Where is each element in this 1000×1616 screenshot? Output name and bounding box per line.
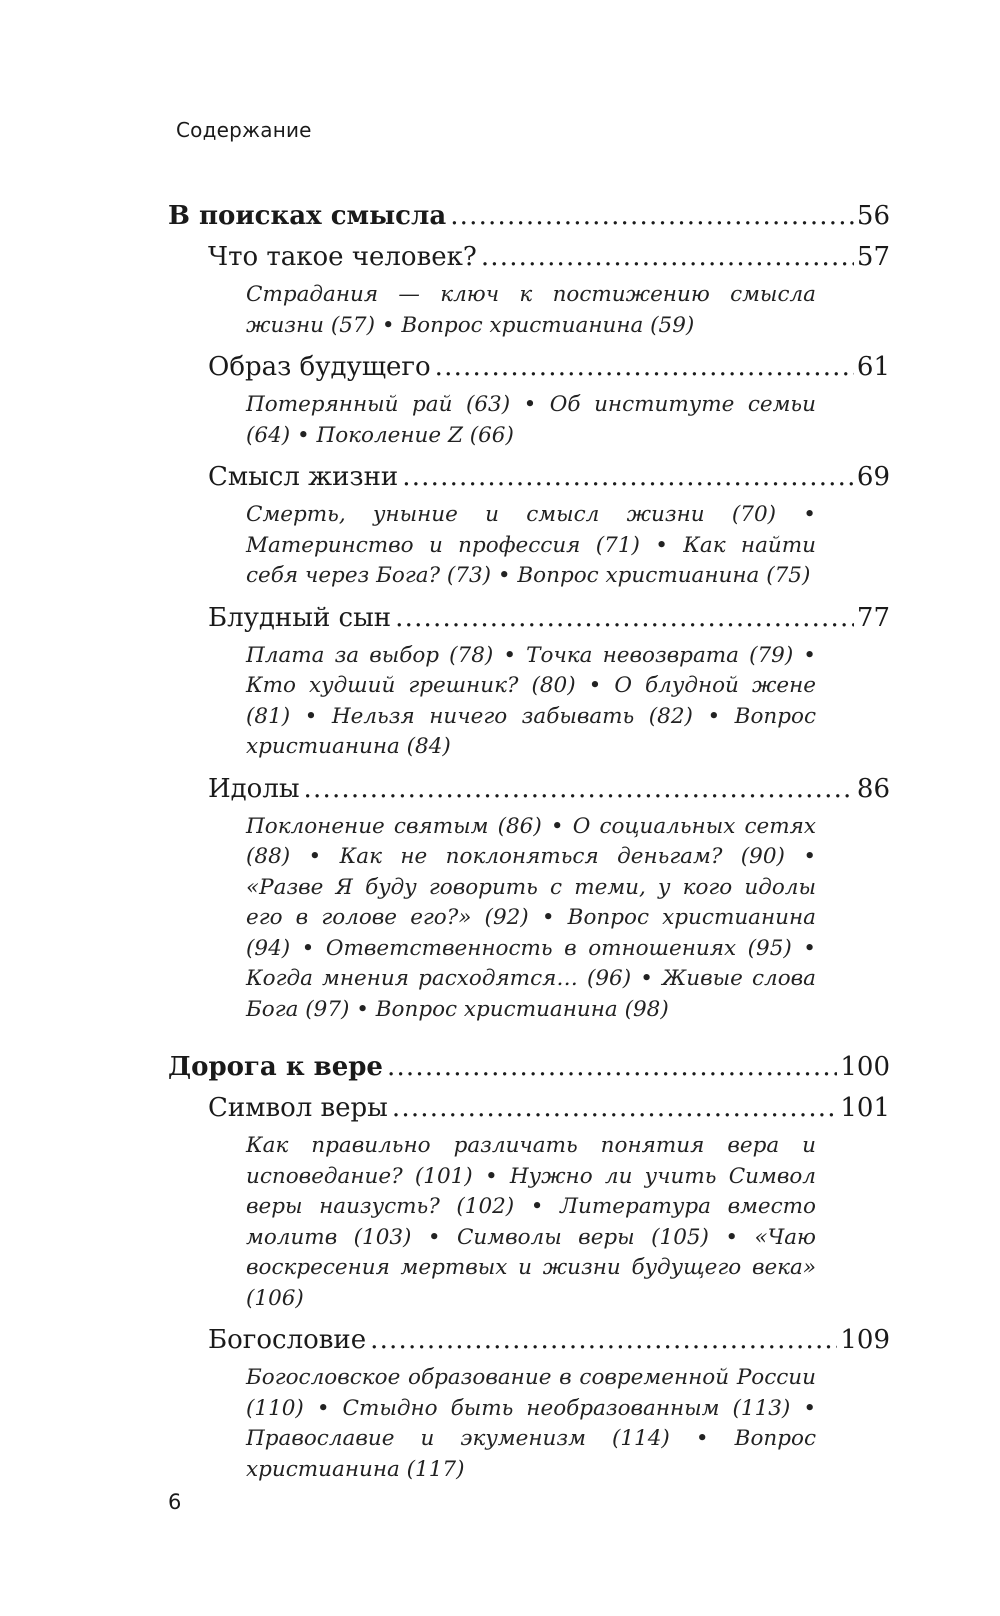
part-entry[interactable] bbox=[168, 196, 890, 237]
page-number: 69 bbox=[856, 462, 890, 492]
dot-leader bbox=[395, 598, 854, 639]
dot-leader bbox=[481, 237, 854, 278]
chapter-title: Идолы bbox=[208, 773, 300, 804]
page-number: 61 bbox=[856, 352, 890, 382]
chapter-entry[interactable] bbox=[168, 347, 890, 388]
part-title: Дорога к вере bbox=[168, 1052, 383, 1082]
table-of-contents bbox=[168, 196, 890, 1491]
chapter-title: Блудный сын bbox=[208, 602, 392, 633]
chapter-entry[interactable] bbox=[168, 237, 890, 278]
chapter-subsections: Потерянный рай (63) • Об институте семьи (64) • Поколение Z (66) bbox=[246, 392, 816, 448]
running-head: Содержание bbox=[176, 118, 312, 142]
page-number: 101 bbox=[840, 1093, 890, 1123]
chapter-entry[interactable] bbox=[168, 1088, 890, 1129]
chapter-subsections: Страдания — ключ к постижению смысла жизни (57) • Вопрос христианина (59) bbox=[246, 282, 816, 338]
chapter-entry[interactable] bbox=[168, 1320, 890, 1361]
page-folio: 6 bbox=[168, 1490, 182, 1514]
toc-part bbox=[168, 1047, 890, 1485]
dot-leader bbox=[402, 457, 854, 498]
chapter-title: Смысл жизни bbox=[208, 462, 399, 492]
page-number: 100 bbox=[840, 1052, 890, 1082]
page-number: 56 bbox=[856, 201, 890, 231]
dot-leader bbox=[304, 769, 854, 810]
chapter-title: Символ веры bbox=[208, 1093, 388, 1123]
chapter-entry[interactable] bbox=[168, 769, 890, 810]
part-entry[interactable] bbox=[168, 1047, 890, 1088]
chapter-subsections: Смерть, уныние и смысл жизни (70) • Материнство и профессия (71) • Как найти себя через Бога? (73) • Вопрос христианина (75) bbox=[246, 502, 816, 588]
page-number: 109 bbox=[840, 1325, 890, 1355]
chapter-subsections: Поклонение святым (86) • О социальных сетях (88) • Как не поклоняться деньгам? (90) • «Разве Я буду говорить с теми, у кого идолы его в голове его?» (92) • Вопрос христианина (94) • Ответственность в отношениях (95) • Когда мнения расходятся… (96) • Живые слова Бога (97) • Вопрос христианина (98) bbox=[246, 813, 816, 1022]
page-number: 57 bbox=[856, 242, 890, 272]
chapter-title: Образ будущего bbox=[208, 352, 431, 382]
dot-leader bbox=[387, 1047, 837, 1088]
dot-leader bbox=[450, 196, 854, 237]
chapter-subsections: Богословское образование в современной России (110) • Стыдно быть необразованным (113) • Православие и экуменизм (114) • Вопрос христианина (117) bbox=[246, 1365, 816, 1482]
dot-leader bbox=[435, 347, 854, 388]
chapter-entry[interactable] bbox=[168, 457, 890, 498]
chapter-subsections: Плата за выбор (78) • Точка невозврата (79) • Кто худший грешник? (80) • О блудной жене (81) • Нельзя ничего забывать (82) • Вопрос христианина (84) bbox=[246, 642, 816, 759]
dot-leader bbox=[370, 1320, 837, 1361]
page-number: 86 bbox=[856, 773, 890, 804]
dot-leader bbox=[392, 1088, 837, 1129]
chapter-title: Богословие bbox=[208, 1325, 367, 1355]
toc-part bbox=[168, 196, 890, 1025]
chapter-subsections: Как правильно различать понятия вера и исповедание? (101) • Нужно ли учить Символ веры наизусть? (102) • Литература вместо молитв (103) • Символы веры (105) • «Чаю воскресения мертвых и жизни будущего века» (106) bbox=[246, 1133, 816, 1311]
chapter-entry[interactable] bbox=[168, 598, 890, 639]
part-title: В поисках смысла bbox=[168, 201, 447, 231]
chapter-title: Что такое человек? bbox=[208, 242, 477, 272]
page-number: 77 bbox=[856, 602, 890, 633]
